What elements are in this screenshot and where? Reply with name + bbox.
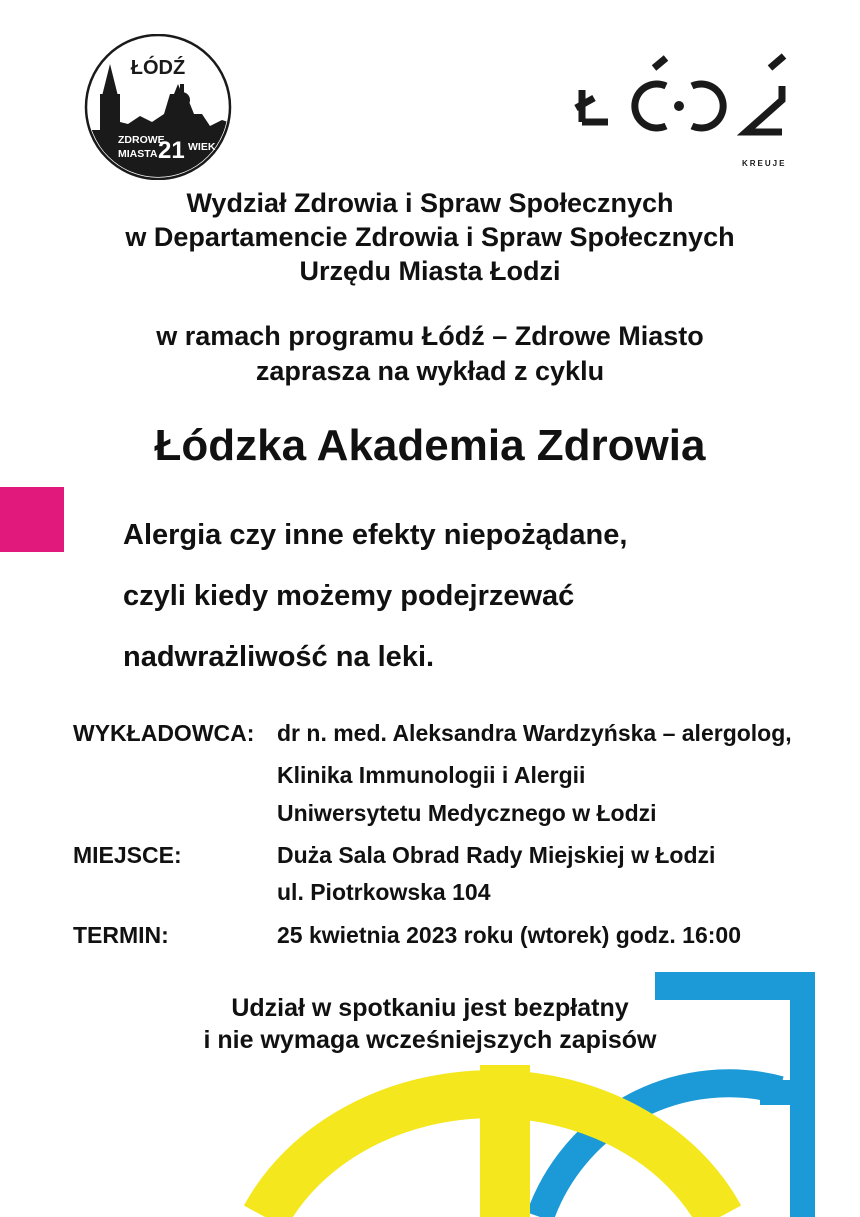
organizer-block: [0, 186, 860, 288]
lecturer-value: dr n. med. Aleksandra Wardzyńska – alergolog,: [277, 720, 792, 746]
program-line: zaprasza na wykład z cyklu: [255, 356, 605, 386]
lecturer-label: WYKŁADOWCA:: [73, 720, 255, 746]
logo-line2-text: MIASTA: [118, 148, 158, 160]
logo-city-text: ŁÓDŹ: [130, 57, 186, 79]
cycle-title: Łódzka Akademia Zdrowia: [154, 421, 706, 470]
closing-line: Udział w spotkaniu jest bezpłatny: [231, 994, 629, 1022]
healthy-cities-logo: [82, 34, 234, 180]
place-value: Duża Sala Obrad Rady Miejskiej w Łodzi: [277, 842, 716, 868]
date-value: 25 kwietnia 2023 roku (wtorek) godz. 16:00: [277, 922, 741, 948]
topic-line: nadwrażliwość na leki.: [123, 641, 435, 673]
logo-number-text: 21: [158, 137, 185, 164]
pink-accent-square: [0, 487, 64, 552]
program-line: w ramach programu Łódź – Zdrowe Miasto: [156, 321, 704, 351]
topic-line: Alergia czy inne efekty niepożądane,: [123, 519, 628, 551]
organizer-line: w Departamencie Zdrowia i Spraw Społecznych: [125, 222, 735, 252]
topic-line: czyli kiedy możemy podejrzewać: [123, 580, 575, 612]
organizer-line: Urzędu Miasta Łodzi: [299, 256, 561, 286]
lodz-wordmark-icon: [576, 56, 784, 132]
place-label: MIEJSCE:: [73, 842, 182, 868]
logo-line1-text: ZDROWE: [118, 134, 165, 146]
lodz-kreuje-logo: [574, 50, 804, 174]
organizer-line: Wydział Zdrowia i Spraw Społecznych: [186, 188, 674, 218]
lecturer-value: Uniwersytetu Medycznego w Łodzi: [277, 800, 657, 826]
closing-line: i nie wymaga wcześniejszych zapisów: [203, 1026, 657, 1054]
place-value: ul. Piotrkowska 104: [277, 879, 491, 905]
program-block: [0, 319, 860, 389]
logo-tagline-text: KREUJE: [742, 159, 787, 168]
yellow-bar-shape: [480, 1065, 530, 1217]
closing-block: [0, 992, 860, 1056]
logo-word-text: WIEK: [188, 141, 216, 153]
lecturer-value: Klinika Immunologii i Alergii: [277, 762, 586, 788]
logo-dot-icon: [674, 101, 684, 111]
date-label: TERMIN:: [73, 922, 169, 948]
